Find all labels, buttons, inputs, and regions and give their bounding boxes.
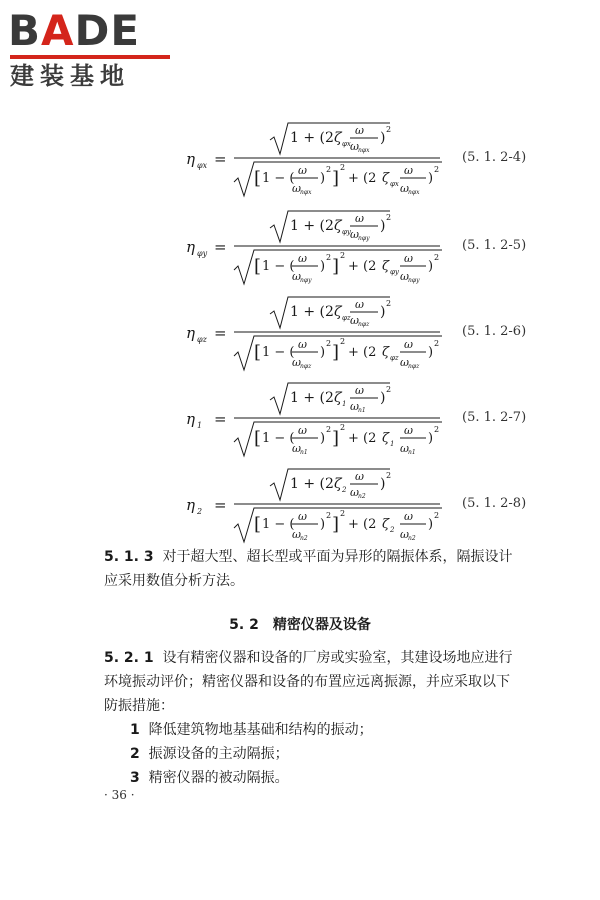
omega-subscript: n2: [358, 493, 366, 500]
bracket: [: [254, 514, 262, 535]
omega-numerator: ω: [355, 298, 364, 311]
zeta-subscript: φx: [390, 180, 399, 188]
equals-sign: =: [214, 150, 227, 168]
bracket: [: [254, 342, 262, 363]
denominator-text: + (2: [348, 259, 377, 274]
omega-denominator: ω: [350, 314, 359, 327]
zeta-subscript: φz: [390, 354, 399, 362]
omega-numerator: ω: [404, 252, 413, 265]
paren: ): [428, 259, 434, 274]
equation-label: (5. 1. 2-5): [462, 238, 527, 253]
omega-subscript: nφy: [358, 235, 370, 242]
paren: ): [428, 171, 434, 186]
omega-numerator: ω: [298, 164, 307, 177]
paren: ): [380, 476, 386, 492]
bracket: ]: [332, 342, 340, 363]
logo-wordmark: BADE: [8, 6, 141, 55]
omega-numerator: ω: [298, 338, 307, 351]
omega-subscript: nφz: [408, 363, 420, 370]
zeta-subscript: 1: [342, 400, 347, 408]
denominator-text: + (2: [348, 431, 377, 446]
paren: ): [380, 304, 386, 320]
lhs-symbol: η: [186, 496, 195, 514]
bracket: ]: [332, 514, 340, 535]
zeta-symbol: ζ: [382, 517, 390, 532]
omega-denominator: ω: [292, 270, 301, 283]
exponent: 2: [340, 337, 346, 346]
equation-8: [150, 466, 580, 546]
omega-denominator: ω: [292, 442, 301, 455]
clause-text-line1: 对于超大型、超长型或平面为异形的隔振体系，隔振设计: [162, 549, 513, 565]
exponent: 2: [386, 471, 392, 480]
page-number: · 36 ·: [104, 788, 135, 802]
omega-numerator: ω: [355, 212, 364, 225]
bracket: ]: [332, 168, 340, 189]
zeta-subscript: 2: [390, 526, 395, 534]
denominator-text: 1 − (: [262, 259, 295, 274]
paren: ): [320, 431, 326, 446]
denominator-text: + (2: [348, 171, 377, 186]
zeta-subscript: φy: [342, 228, 351, 236]
omega-subscript: n2: [300, 535, 308, 542]
lhs-symbol: η: [186, 238, 195, 256]
logo-underline: [10, 55, 170, 59]
paren: ): [380, 390, 386, 406]
omega-subscript: nφx: [358, 147, 370, 154]
omega-subscript: nφz: [358, 321, 370, 328]
clause-text-line3: 防振措施：: [104, 698, 174, 714]
zeta-subscript: 1: [390, 440, 395, 448]
list-item: 1 降低建筑物地基基础和结构的振动；: [130, 722, 373, 738]
exponent: 2: [340, 251, 346, 260]
equals-sign: =: [214, 238, 227, 256]
equation-4: [150, 120, 580, 200]
omega-subscript: nφx: [408, 189, 420, 196]
omega-numerator: ω: [404, 338, 413, 351]
exponent: 2: [434, 165, 440, 174]
lhs-subscript: 1: [197, 421, 203, 430]
clause-number: 5. 2. 1: [104, 650, 154, 666]
omega-numerator: ω: [404, 164, 413, 177]
zeta-symbol: ζ: [382, 259, 390, 274]
omega-subscript: nφz: [300, 363, 312, 370]
numerator-text: 1 + (2: [290, 304, 334, 320]
bracket: ]: [332, 256, 340, 277]
equation-6: [150, 294, 580, 374]
clause-text-line2: 环境振动评价；精密仪器和设备的布置应远离振源，并应采取以下: [104, 674, 510, 690]
zeta-symbol: ζ: [382, 431, 390, 446]
omega-denominator: ω: [350, 486, 359, 499]
equation-formula: [150, 294, 450, 374]
exponent: 2: [386, 385, 392, 394]
zeta-subscript: φy: [390, 268, 399, 276]
omega-denominator: ω: [400, 356, 409, 369]
omega-subscript: nφy: [300, 277, 312, 284]
equation-label: (5. 1. 2-4): [462, 150, 527, 165]
omega-subscript: n2: [408, 535, 416, 542]
omega-numerator: ω: [298, 424, 307, 437]
omega-subscript: n1: [408, 449, 416, 456]
brand-logo: [8, 8, 178, 90]
list-item: 2 振源设备的主动隔振；: [130, 746, 289, 762]
clause-5-2-1: [104, 646, 544, 790]
denominator-text: + (2: [348, 345, 377, 360]
exponent: 2: [386, 213, 392, 222]
lhs-symbol: η: [186, 410, 195, 428]
clause-text-line1: 设有精密仪器和设备的厂房或实验室，其建设场地应进行: [162, 650, 513, 666]
exponent: 2: [326, 165, 332, 174]
zeta-subscript: φz: [342, 314, 351, 322]
exponent: 2: [326, 253, 332, 262]
bracket: ]: [332, 428, 340, 449]
omega-numerator: ω: [404, 510, 413, 523]
paren: ): [380, 130, 386, 146]
denominator-text: 1 − (: [262, 171, 295, 186]
section-heading-5-2: 5. 2 精密仪器及设备: [229, 617, 371, 633]
equals-sign: =: [214, 496, 227, 514]
equals-sign: =: [214, 324, 227, 342]
numerator-text: 1 + (2: [290, 476, 334, 492]
zeta-subscript: 2: [342, 486, 347, 494]
omega-denominator: ω: [292, 528, 301, 541]
equals-sign: =: [214, 410, 227, 428]
zeta-symbol: ζ: [382, 171, 390, 186]
list-item: 3 精密仪器的被动隔振。: [130, 770, 289, 786]
numerator-text: 1 + (2: [290, 218, 334, 234]
equation-formula: [150, 120, 450, 200]
omega-subscript: nφx: [300, 189, 312, 196]
exponent: 2: [386, 299, 392, 308]
paren: ): [320, 171, 326, 186]
lhs-subscript: φz: [197, 335, 207, 344]
paren: ): [380, 218, 386, 234]
denominator-text: 1 − (: [262, 517, 295, 532]
zeta-subscript: φx: [342, 140, 351, 148]
measure-list: [104, 718, 544, 790]
exponent: 2: [326, 339, 332, 348]
paren: ): [320, 517, 326, 532]
zeta-symbol: ζ: [334, 218, 342, 234]
equation-formula: [150, 380, 450, 460]
exponent: 2: [340, 163, 346, 172]
logo-subtitle: 建装基地: [10, 62, 130, 90]
lhs-subscript: φx: [197, 161, 208, 170]
denominator-text: + (2: [348, 517, 377, 532]
zeta-symbol: ζ: [382, 345, 390, 360]
clause-text-line2: 应采用数值分析方法。: [104, 573, 244, 589]
zeta-symbol: ζ: [334, 390, 342, 406]
omega-denominator: ω: [400, 182, 409, 195]
paren: ): [428, 517, 434, 532]
numerator-text: 1 + (2: [290, 390, 334, 406]
exponent: 2: [434, 425, 440, 434]
omega-denominator: ω: [400, 442, 409, 455]
paren: ): [320, 345, 326, 360]
equation-label: (5. 1. 2-8): [462, 496, 527, 511]
denominator-text: 1 − (: [262, 431, 295, 446]
lhs-symbol: η: [186, 324, 195, 342]
omega-numerator: ω: [298, 510, 307, 523]
equation-label: (5. 1. 2-6): [462, 324, 527, 339]
omega-numerator: ω: [355, 384, 364, 397]
bracket: [: [254, 256, 262, 277]
omega-numerator: ω: [355, 470, 364, 483]
omega-denominator: ω: [350, 140, 359, 153]
bracket: [: [254, 168, 262, 189]
exponent: 2: [434, 253, 440, 262]
omega-subscript: nφy: [408, 277, 420, 284]
exponent: 2: [326, 511, 332, 520]
exponent: 2: [434, 339, 440, 348]
exponent: 2: [326, 425, 332, 434]
lhs-subscript: φy: [197, 249, 208, 258]
omega-numerator: ω: [404, 424, 413, 437]
exponent: 2: [386, 125, 392, 134]
bracket: [: [254, 428, 262, 449]
clause-number: 5. 1. 3: [104, 549, 154, 565]
exponent: 2: [434, 511, 440, 520]
paren: ): [428, 345, 434, 360]
paren: ): [320, 259, 326, 274]
omega-denominator: ω: [400, 528, 409, 541]
omega-denominator: ω: [292, 182, 301, 195]
omega-denominator: ω: [350, 400, 359, 413]
numerator-text: 1 + (2: [290, 130, 334, 146]
omega-numerator: ω: [298, 252, 307, 265]
omega-subscript: n1: [358, 407, 366, 414]
equation-label: (5. 1. 2-7): [462, 410, 527, 425]
equation-5: [150, 208, 580, 288]
equation-7: [150, 380, 580, 460]
exponent: 2: [340, 423, 346, 432]
equation-formula: [150, 466, 450, 546]
omega-numerator: ω: [355, 124, 364, 137]
omega-denominator: ω: [350, 228, 359, 241]
clause-5-1-3: [104, 545, 544, 593]
omega-denominator: ω: [400, 270, 409, 283]
zeta-symbol: ζ: [334, 304, 342, 320]
lhs-subscript: 2: [197, 507, 203, 516]
zeta-symbol: ζ: [334, 476, 342, 492]
paren: ): [428, 431, 434, 446]
zeta-symbol: ζ: [334, 130, 342, 146]
lhs-symbol: η: [186, 150, 195, 168]
denominator-text: 1 − (: [262, 345, 295, 360]
omega-subscript: n1: [300, 449, 308, 456]
omega-denominator: ω: [292, 356, 301, 369]
exponent: 2: [340, 509, 346, 518]
equation-formula: [150, 208, 450, 288]
